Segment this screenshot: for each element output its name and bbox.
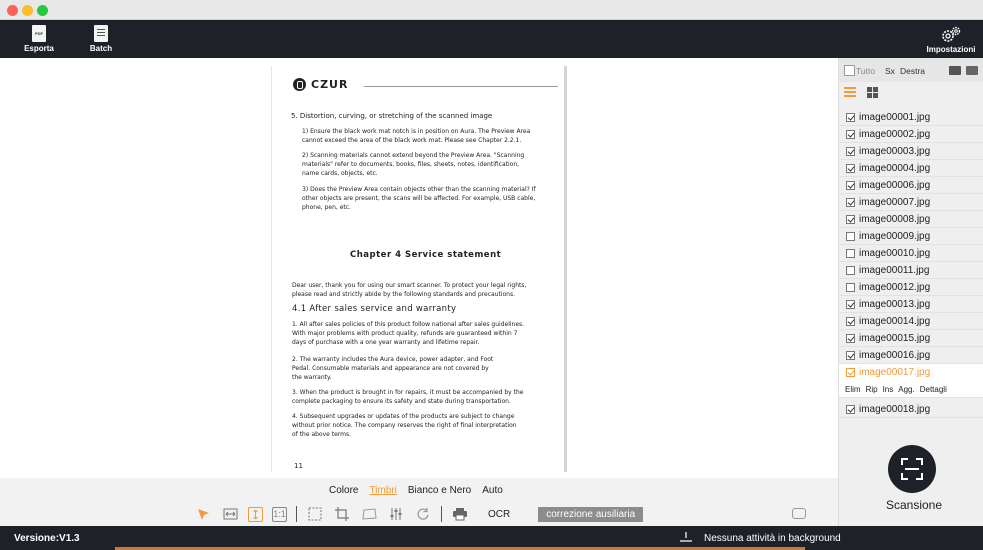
file-panel: [838, 58, 983, 526]
file-checkbox[interactable]: [846, 232, 855, 241]
doc-paragraph-1: 1. All after sales policies of this product follow national after sales guidelines. With major problems with product quality, refunds are guaranteed within 7 days of purchase with a one year warranty and lifetime repair.: [292, 321, 525, 346]
batch-icon: [94, 25, 108, 42]
doc-paragraph-3: 3. When the product is brought in for repairs, it must be accompanied by the complete packaging to ensure its safety and state during transportation.: [292, 389, 524, 405]
file-checkbox[interactable]: [846, 215, 855, 224]
print-icon[interactable]: [451, 505, 469, 523]
file-name: image00008.jpg: [859, 213, 931, 225]
file-checkbox[interactable]: [846, 351, 855, 360]
file-checkbox[interactable]: [846, 405, 855, 414]
file-item[interactable]: [839, 109, 983, 126]
file-checkbox[interactable]: [846, 147, 855, 156]
file-checkbox[interactable]: [846, 198, 855, 207]
list-view-icon[interactable]: [844, 87, 856, 99]
file-item[interactable]: [839, 279, 983, 296]
file-name: image00009.jpg: [859, 230, 931, 242]
doc-item-2: 2) Scanning materials cannot extend beyond the Preview Area. "Scanning materials" refer to documents, books, files, sheets, notes, identification, name cards, objects, etc.: [302, 152, 525, 177]
select-all-checkbox[interactable]: [844, 65, 855, 76]
settings-label: Impostazioni: [926, 45, 976, 54]
file-item[interactable]: [839, 194, 983, 211]
fit-width-icon[interactable]: [221, 505, 239, 523]
new-folder-icon[interactable]: [949, 66, 961, 75]
file-name: image00015.jpg: [859, 332, 931, 344]
doc-intro: Dear user, thank you for using our smart scanner. To protect your legal rights, please read and strictly abide by the following standards and precautions.: [292, 282, 527, 298]
file-item[interactable]: [839, 401, 983, 418]
file-name: image00017.jpg: [859, 367, 931, 378]
edit-tools: [194, 505, 643, 523]
bottom-toolbar: [0, 478, 838, 526]
details-action[interactable]: Dettagli: [919, 384, 947, 394]
close-window-button[interactable]: [7, 5, 18, 16]
deskew-icon[interactable]: [360, 505, 378, 523]
batch-button[interactable]: [86, 23, 116, 55]
color-mode-selector: [329, 485, 503, 499]
file-item[interactable]: [839, 330, 983, 347]
export-button[interactable]: [22, 23, 56, 55]
file-checkbox[interactable]: [846, 368, 855, 377]
file-item[interactable]: [839, 177, 983, 194]
section5-title: 5. Distortion, curving, or stretching of the scanned image: [291, 112, 493, 120]
preview-area[interactable]: [0, 58, 838, 478]
download-icon: [680, 532, 692, 543]
pdf-icon: [32, 25, 46, 42]
file-name: image00010.jpg: [859, 247, 931, 259]
file-name: image00003.jpg: [859, 145, 931, 157]
file-name: image00014.jpg: [859, 315, 931, 327]
minimize-window-button[interactable]: [22, 5, 33, 16]
select-right-label[interactable]: Destra: [900, 66, 926, 76]
file-checkbox[interactable]: [846, 249, 855, 258]
doc-paragraph-2: 2. The warranty includes the Aura device, power adapter, and Foot Pedal. Consumable materials and appearance are not covered by the warranty.: [292, 356, 494, 381]
file-checkbox[interactable]: [846, 334, 855, 343]
brand-name: CZUR: [311, 78, 349, 91]
file-item[interactable]: [839, 245, 983, 262]
file-checkbox[interactable]: [846, 164, 855, 173]
file-checkbox[interactable]: [846, 130, 855, 139]
file-name: image00001.jpg: [859, 111, 931, 123]
file-checkbox[interactable]: [846, 283, 855, 292]
file-name: image00007.jpg: [859, 196, 931, 208]
main-toolbar: [0, 20, 983, 58]
file-checkbox[interactable]: [846, 113, 855, 122]
grid-view-icon[interactable]: [867, 87, 879, 99]
file-item[interactable]: [839, 296, 983, 313]
batch-label: Batch: [89, 44, 113, 53]
file-name: image00013.jpg: [859, 298, 931, 310]
file-checkbox[interactable]: [846, 181, 855, 190]
ocr-button[interactable]: OCR: [488, 508, 511, 520]
gear-icon: [940, 25, 962, 43]
file-name: image00012.jpg: [859, 281, 931, 293]
mode-colore[interactable]: Colore: [329, 485, 359, 496]
file-item[interactable]: [839, 228, 983, 245]
file-checkbox[interactable]: [846, 300, 855, 309]
file-name: image00004.jpg: [859, 162, 931, 174]
crop-icon[interactable]: [333, 505, 351, 523]
adjust-sliders-icon[interactable]: [387, 505, 405, 523]
file-actions: [839, 381, 983, 398]
file-name: image00002.jpg: [859, 128, 931, 140]
file-item[interactable]: [839, 262, 983, 279]
file-item[interactable]: [839, 313, 983, 330]
add-action[interactable]: Agg.: [898, 384, 915, 394]
file-name: image00006.jpg: [859, 179, 931, 191]
scan-label: Scansione: [885, 498, 943, 512]
version-label: Versione:V1.3: [14, 533, 80, 544]
actual-size-button[interactable]: 1:1: [272, 507, 287, 522]
auxiliary-correction-button[interactable]: correzione ausiliaria: [538, 507, 643, 522]
doc-paragraph-4: 4. Subsequent upgrades or updates of the products are subject to change without prior notice. The company reserves the right of final interpretation of the above terms.: [292, 413, 517, 438]
doc-item-3: 3) Does the Preview Area contain objects other than the scanning material? If other objects are present, the scans will be affected. For example, USB cable, phone, pen, etc.: [302, 186, 536, 211]
tool-separator: [441, 506, 442, 522]
file-name: image00016.jpg: [859, 349, 931, 361]
file-item[interactable]: [839, 126, 983, 143]
scan-button[interactable]: [888, 445, 936, 493]
file-list: [839, 109, 983, 418]
mode-timbri[interactable]: Timbri: [369, 485, 397, 496]
header-rule: [364, 86, 558, 87]
open-folder-icon[interactable]: [966, 66, 978, 75]
file-panel-header: [839, 58, 983, 82]
file-checkbox[interactable]: [846, 266, 855, 275]
subsection-title: 4.1 After sales service and warranty: [292, 304, 457, 314]
file-checkbox[interactable]: [846, 317, 855, 326]
brand-logo: [293, 78, 348, 91]
tool-separator: [296, 506, 297, 522]
file-item[interactable]: [839, 160, 983, 177]
rip-action[interactable]: Rip: [865, 384, 878, 394]
select-left-label[interactable]: Sx: [885, 66, 895, 76]
file-name: image00011.jpg: [859, 264, 930, 276]
mode-bianco-nero[interactable]: Bianco e Nero: [407, 485, 472, 496]
feedback-icon[interactable]: [792, 508, 806, 519]
export-label: Esporta: [24, 44, 54, 53]
file-item[interactable]: [839, 347, 983, 364]
select-all-label[interactable]: Tutto: [856, 66, 876, 76]
file-name: image00018.jpg: [859, 403, 931, 415]
chapter-title: Chapter 4 Service statement: [350, 250, 502, 260]
insert-action[interactable]: Ins: [882, 384, 894, 394]
cursor-icon[interactable]: [194, 505, 212, 523]
scanned-page: [271, 66, 567, 472]
doc-item-1: 1) Ensure the black work mat notch is in position on Aura. The Preview Area cannot exceed the area of the black work mat. Please see Chapter 2.2.1.: [302, 128, 531, 144]
file-item-selected[interactable]: [839, 364, 983, 381]
scan-icon: [900, 457, 924, 481]
background-status: Nessuna attività in background: [704, 533, 841, 544]
settings-button[interactable]: [926, 23, 976, 55]
mode-auto[interactable]: Auto: [482, 485, 503, 496]
page-number: 11: [294, 462, 303, 470]
rotate-icon[interactable]: [414, 505, 432, 523]
title-bar: [0, 0, 983, 20]
czur-logo-icon: [293, 78, 306, 91]
fit-height-icon[interactable]: [248, 507, 263, 522]
delete-action[interactable]: Elim: [845, 384, 861, 394]
select-area-icon[interactable]: [306, 505, 324, 523]
maximize-window-button[interactable]: [37, 5, 48, 16]
file-item[interactable]: [839, 211, 983, 228]
file-item[interactable]: [839, 143, 983, 160]
